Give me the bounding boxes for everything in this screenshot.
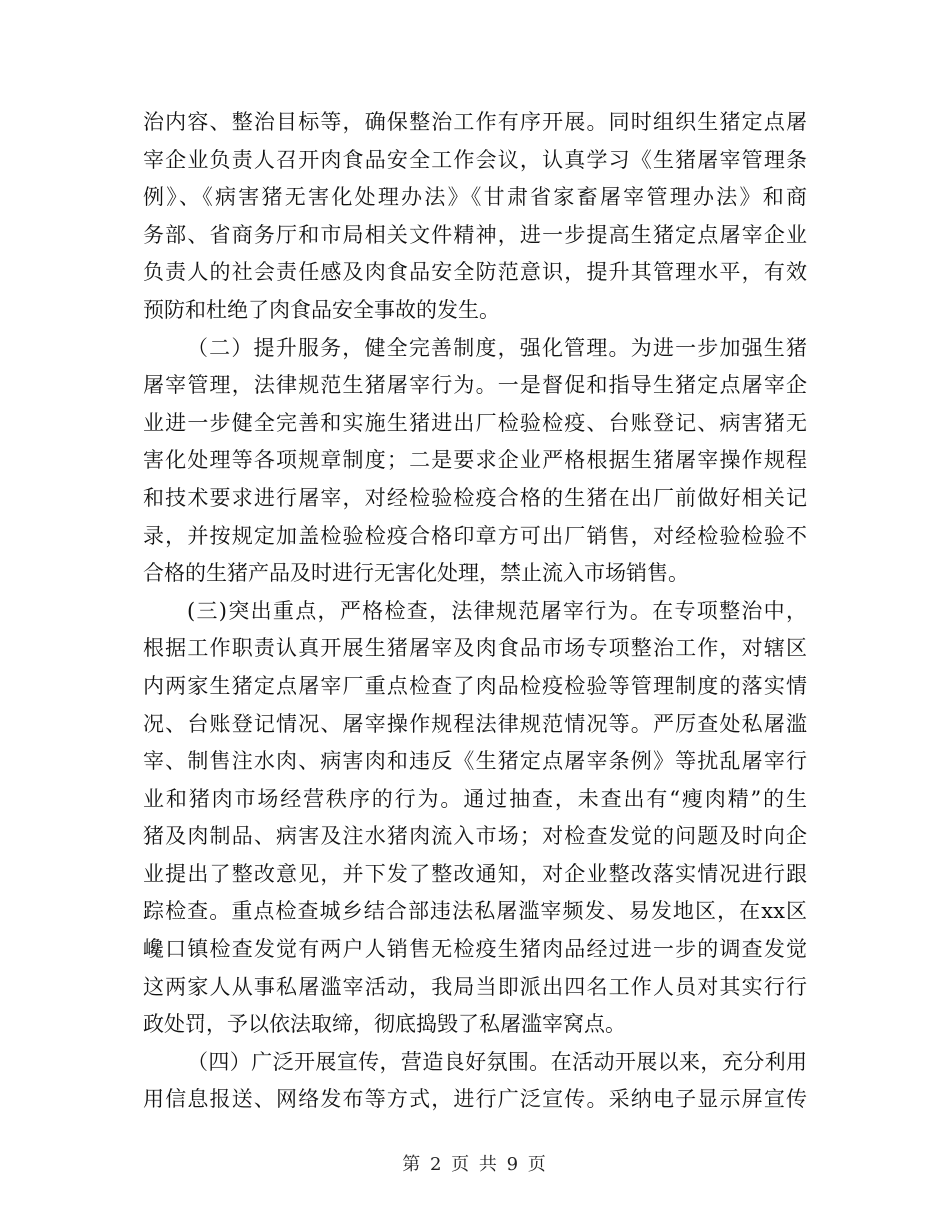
text-line: 屠宰管理，法律规范生猪屠宰行为。一是督促和指导生猪定点屠宰企 bbox=[143, 373, 807, 398]
text-line: 踪检查。重点检查城乡结合部违法私屠滥宰频发、易发地区，在xx区 bbox=[143, 899, 807, 924]
text-line: 务部、省商务厅和市局相关文件精神，进一步提高生猪定点屠宰企业 bbox=[143, 222, 807, 247]
text-line: 内两家生猪定点屠宰厂重点检查了肉品检疫检验等管理制度的落实情 bbox=[143, 673, 807, 698]
text-line: 例》、《病害猪无害化处理办法》《甘肃省家畜屠宰管理办法》和商 bbox=[143, 185, 807, 210]
text-line: 治内容、整治目标等，确保整治工作有序开展。同时组织生猪定点屠 bbox=[143, 110, 807, 134]
text-line: 宰企业负责人召开肉食品安全工作会议，认真学习《生猪屠宰管理条 bbox=[143, 147, 807, 172]
text-line: 预防和杜绝了肉食品安全事故的发生。 bbox=[143, 297, 500, 322]
text-line: 害化处理等各项规章制度；二是要求企业严格根据生猪屠宰操作规程 bbox=[143, 448, 807, 473]
text-line: 负责人的社会责任感及肉食品安全防范意识，提升其管理水平，有效 bbox=[143, 260, 807, 285]
text-line: 况、台账登记情况、屠宰操作规程法律规范情况等。严厉查处私屠滥 bbox=[143, 711, 807, 736]
text-line: 这两家人从事私屠滥宰活动，我局当即派出四名工作人员对其实行行 bbox=[143, 974, 807, 999]
text-line: 业和猪肉市场经营秩序的行为。通过抽查，未查出有“瘦肉精”的生 bbox=[143, 786, 807, 811]
text-line: 根据工作职责认真开展生猪屠宰及肉食品市场专项整治工作，对辖区 bbox=[143, 636, 807, 661]
text-line: 用信息报送、网络发布等方式，进行广泛宣传。采纳电子显示屏宣传 bbox=[143, 1087, 807, 1112]
text-line: 政处罚，予以依法取缔，彻底捣毁了私屠滥宰窝点。 bbox=[143, 1012, 626, 1037]
page-number-footer: 第 2 页 共 9 页 bbox=[402, 1154, 548, 1175]
text-line: 业提出了整改意见，并下发了整改通知，对企业整改落实情况进行跟 bbox=[143, 861, 807, 886]
text-line: 和技术要求进行屠宰，对经检验检疫合格的生猪在出厂前做好相关记 bbox=[143, 485, 807, 510]
text-line: 巉口镇检查发觉有两户人销售无检疫生猪肉品经过进一步的调查发觉 bbox=[143, 937, 807, 962]
text-line: 业进一步健全完善和实施生猪进出厂检验检疫、台账登记、病害猪无 bbox=[143, 410, 807, 435]
text-line: 宰、制售注水肉、病害肉和违反《生猪定点屠宰条例》等扰乱屠宰行 bbox=[143, 749, 807, 774]
text-line: 录，并按规定加盖检验检疫合格印章方可出厂销售，对经检验检验不 bbox=[143, 523, 807, 548]
document-body bbox=[143, 104, 807, 1119]
text-line: 合格的生猪产品及时进行无害化处理，禁止流入市场销售。 bbox=[143, 561, 689, 586]
paragraph-heading-line: （四）广泛开展宣传，营造良好氛围。在活动开展以来，充分利用 bbox=[187, 1049, 807, 1074]
paragraph-heading-line: （二）提升服务，健全完善制度，强化管理。为进一步加强生猪 bbox=[187, 335, 807, 360]
text-line: 猪及肉制品、病害及注水猪肉流入市场；对检查发觉的问题及时向企 bbox=[143, 824, 807, 849]
paragraph-heading-line: (三)突出重点，严格检查，法律规范屠宰行为。在专项整治中， bbox=[187, 598, 807, 623]
